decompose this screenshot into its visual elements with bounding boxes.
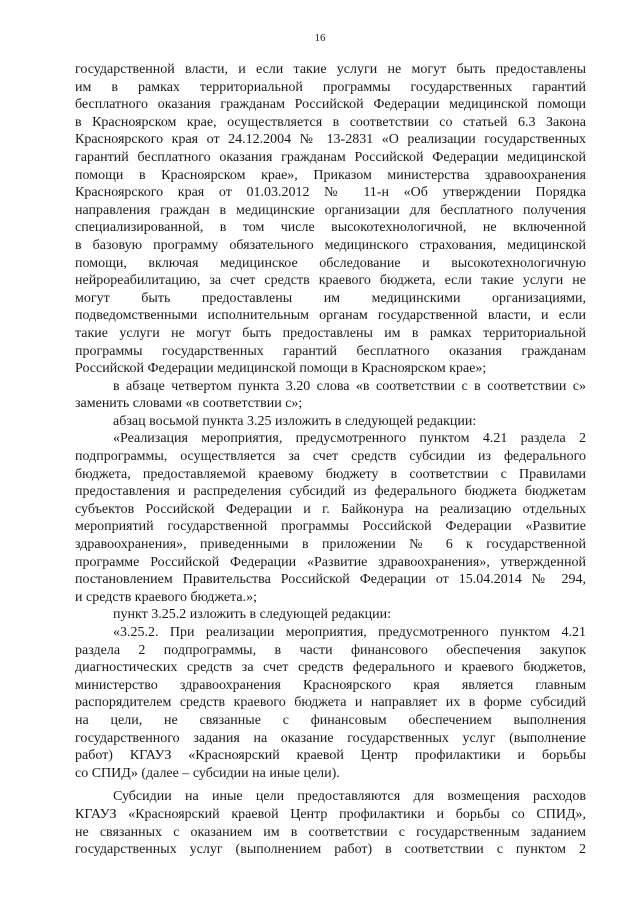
text-line: в базовую программу обязательного медицинского страхования, медицинской bbox=[75, 237, 586, 253]
text-line: такие услуги не могут быть предоставлены им в рамках территориальной bbox=[75, 325, 586, 341]
text-line: мероприятий государственной программы Российской Федерации «Развитие bbox=[75, 519, 586, 535]
text-line: гарантий бесплатного оказания гражданам Российской Федерации медицинской bbox=[75, 149, 586, 165]
text-line: пункт 3.25.2 изложить в следующей редакции: bbox=[113, 607, 391, 623]
text-line: со СПИД» (далее – субсидии на иные цели). bbox=[75, 765, 340, 781]
text-line: нейрореабилитацию, за счет средств краевого бюджета, если такие услуги не bbox=[75, 273, 586, 289]
text-line: могут быть предоставлены им медицинскими организациями, bbox=[75, 290, 586, 306]
text-line: помощи, включая медицинское обследование и высокотехнологичную bbox=[75, 255, 586, 271]
text-line: здравоохранения», приведенными в приложении № 6 к государственной bbox=[75, 537, 586, 553]
text-line: КГАУЗ «Красноярский краевой Центр профилактики и борьбы со СПИД», bbox=[75, 806, 586, 822]
text-line: государственных услуг (выполнением работ) в соответствии с пунктом 2 bbox=[75, 842, 586, 858]
text-line: им в рамках территориальной программы государственных гарантий bbox=[75, 79, 586, 95]
text-line: программы государственных гарантий бесплатного оказания гражданам bbox=[75, 343, 586, 359]
text-line: направления граждан в медицинские организации для бесплатного получения bbox=[75, 202, 586, 218]
text-line: заменить словами «в соответствии с»; bbox=[75, 396, 303, 412]
text-line: подпрограммы, осуществляется за счет средств субсидии из федерального bbox=[75, 449, 586, 465]
page-number: 16 bbox=[314, 32, 326, 44]
text-line: «Реализация мероприятия, предусмотренного пунктом 4.21 раздела 2 bbox=[113, 431, 586, 447]
text-line: диагностических средств за счет средств федерального и краевого бюджетов, bbox=[75, 660, 586, 676]
text-line: государственной власти, и если такие услуги не могут быть предоставлены bbox=[75, 62, 586, 77]
text-line: специализированной, в том числе высокотехнологичной, не включенной bbox=[75, 220, 586, 236]
text-line: работ) КГАУЗ «Красноярский краевой Центр профилактики и борьбы bbox=[75, 748, 586, 764]
text-line: на цели, не связанные с финансовым обеспечением выполнения bbox=[75, 712, 586, 728]
text-line: подведомственными исполнительным органам государственной власти, и если bbox=[75, 308, 586, 324]
text-line: бюджета, предоставляемой краевому бюджету в соответствии с Правилами bbox=[75, 466, 586, 482]
text-line: помощи в Красноярском крае», Приказом министерства здравоохранения bbox=[75, 167, 586, 183]
text-line: постановлением Правительства Российской Федерации от 15.04.2014 № 294, bbox=[75, 572, 586, 588]
text-line: «3.25.2. При реализации мероприятия, предусмотренного пунктом 4.21 bbox=[113, 625, 586, 640]
text-line: субъектов Российской Федерации и г. Байконура на реализацию отдельных bbox=[75, 501, 586, 517]
text-line: Субсидии на иные цели предоставляются для возмещения расходов bbox=[113, 789, 586, 805]
text-line: Российской Федерации медицинской помощи в Красноярском крае»; bbox=[75, 361, 487, 377]
text-line: программе Российской Федерации «Развитие здравоохранения», утвержденной bbox=[75, 554, 586, 570]
text-line: Красноярского края от 24.12.2004 № 13-2831 «О реализации государственных bbox=[75, 132, 586, 148]
text-line: Красноярского края от 01.03.2012 № 11-н «Об утверждении Порядка bbox=[75, 185, 586, 201]
text-line: абзац восьмой пункта 3.25 изложить в следующей редакции: bbox=[113, 413, 477, 429]
text-line: предоставления и распределения субсидий из федерального бюджета бюджетам bbox=[75, 484, 586, 500]
text-line: в Красноярском крае, осуществляется в соответствии со статьей 6.3 Закона bbox=[75, 114, 586, 130]
text-line: в абзаце четвертом пункта 3.20 слова «в соответствии с в соответствии с» bbox=[113, 378, 586, 394]
text-line: государственного задания на оказание государственных услуг (выполнение bbox=[75, 730, 586, 746]
text-line: бесплатного оказания гражданам Российской Федерации медицинской помощи bbox=[75, 97, 586, 113]
text-line: распорядителем средств краевого бюджета и направляет их в форме субсидий bbox=[75, 695, 586, 711]
text-line: министерство здравоохранения Красноярского края является главным bbox=[75, 677, 586, 693]
text-line: раздела 2 подпрограммы, в части финансового обеспечения закупок bbox=[75, 642, 586, 658]
document-body bbox=[75, 61, 586, 859]
text-line: и средств краевого бюджета.»; bbox=[75, 589, 258, 605]
text-line: не связанных с оказанием им в соответствии с государственным заданием bbox=[75, 824, 586, 840]
